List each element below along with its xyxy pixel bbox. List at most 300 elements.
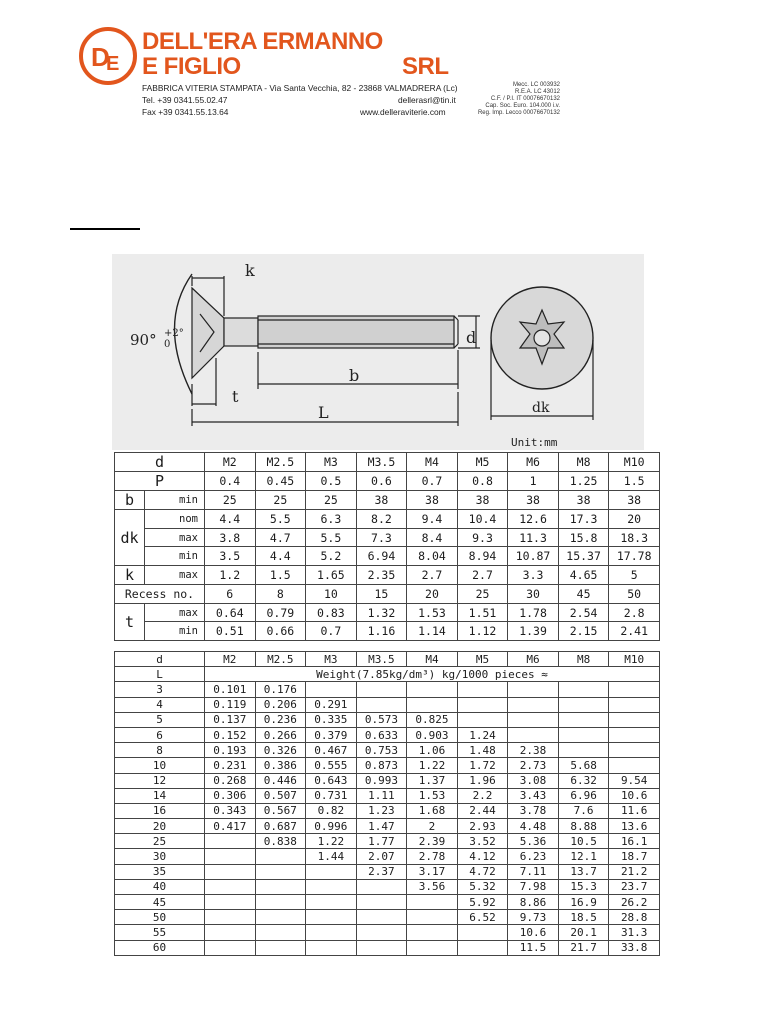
table-cell: 1.2	[205, 566, 256, 585]
screw-technical-drawing	[112, 254, 644, 450]
table-row	[115, 834, 660, 849]
table-cell	[306, 910, 357, 925]
table-cell: 13.7	[558, 864, 609, 879]
table-row	[115, 622, 660, 641]
table-row	[115, 682, 660, 697]
length-label: 14	[115, 788, 205, 803]
table-row	[115, 940, 660, 955]
table-cell: 17.78	[609, 547, 660, 566]
table-cell	[508, 727, 559, 742]
row-sublabel: max	[145, 566, 205, 585]
table-cell: 6.3	[306, 510, 357, 529]
table-header-row	[115, 652, 660, 667]
table-cell: 38	[457, 491, 508, 510]
table-cell: 8.2	[356, 510, 407, 529]
table-cell: 1.53	[407, 603, 458, 622]
size-header: M3	[306, 453, 357, 472]
table-cell: 2.7	[457, 566, 508, 585]
table-cell: 23.7	[609, 879, 660, 894]
table-cell: 1.68	[407, 803, 458, 818]
table-cell: 1.5	[609, 472, 660, 491]
table-cell: 5.5	[306, 528, 357, 547]
table-cell: 20	[609, 510, 660, 529]
table-cell: 2.93	[457, 819, 508, 834]
table-cell: 20.1	[558, 925, 609, 940]
table-cell: 8.86	[508, 895, 559, 910]
table-cell: 3.78	[508, 803, 559, 818]
table-cell	[609, 697, 660, 712]
table-cell: 5.68	[558, 758, 609, 773]
table-cell	[306, 940, 357, 955]
header-L: L	[115, 667, 205, 682]
table-cell	[356, 910, 407, 925]
company-suffix: SRL	[402, 53, 449, 80]
table-cell: 0.731	[306, 788, 357, 803]
table-cell: 2	[407, 819, 458, 834]
table-cell	[205, 925, 256, 940]
table-cell: 21.7	[558, 940, 609, 955]
table-cell	[407, 697, 458, 712]
row-sublabel: max	[145, 528, 205, 547]
table-cell: 0.119	[205, 697, 256, 712]
table-cell	[457, 697, 508, 712]
table-cell: 0.137	[205, 712, 256, 727]
table-row	[115, 697, 660, 712]
table-cell	[407, 682, 458, 697]
label-d: d	[466, 328, 477, 347]
table-cell: 12.6	[508, 510, 559, 529]
label-k: k	[245, 261, 255, 280]
length-label: 10	[115, 758, 205, 773]
table-cell: 0.417	[205, 819, 256, 834]
table-cell: 0.64	[205, 603, 256, 622]
table-cell	[205, 940, 256, 955]
company-tel: Tel. +39 0341.55.02.47	[142, 95, 228, 105]
table-cell	[306, 682, 357, 697]
table-cell	[205, 910, 256, 925]
table-cell	[609, 758, 660, 773]
table-cell: 0.82	[306, 803, 357, 818]
table-cell: 15.37	[558, 547, 609, 566]
length-label: 20	[115, 819, 205, 834]
table-cell: 1.44	[306, 849, 357, 864]
table-cell: 1.22	[306, 834, 357, 849]
table-row	[115, 472, 660, 491]
table-row	[115, 510, 660, 529]
table-cell: 0.66	[255, 622, 306, 641]
table-cell	[306, 879, 357, 894]
length-label: 30	[115, 849, 205, 864]
table-row	[115, 491, 660, 510]
table-cell: 1.96	[457, 773, 508, 788]
table-cell: 0.343	[205, 803, 256, 818]
table-cell: 0.8	[457, 472, 508, 491]
table-cell: 1.25	[558, 472, 609, 491]
table-cell: 8.94	[457, 547, 508, 566]
table-cell	[609, 712, 660, 727]
table-cell: 4.7	[255, 528, 306, 547]
label-L: L	[318, 403, 329, 422]
table-cell: 25	[255, 491, 306, 510]
table-cell: 26.2	[609, 895, 660, 910]
table-cell: 3.8	[205, 528, 256, 547]
table-cell: 1.22	[407, 758, 458, 773]
table-cell	[356, 697, 407, 712]
table-cell: 2.07	[356, 849, 407, 864]
table-row	[115, 727, 660, 742]
table-cell: 3.3	[508, 566, 559, 585]
table-cell: 0.101	[205, 682, 256, 697]
table-cell: 2.54	[558, 603, 609, 622]
size-header: M8	[558, 652, 609, 667]
table-cell: 15.8	[558, 528, 609, 547]
registry-line: Cap. Soc. Euro. 104.000 i.v.	[485, 103, 560, 109]
table-cell: 0.873	[356, 758, 407, 773]
table-cell: 11.5	[508, 940, 559, 955]
row-sublabel: min	[145, 547, 205, 566]
table-cell: 15	[356, 585, 407, 604]
registry-line: R.E.A. LC 43012	[514, 89, 560, 95]
table-cell: 2.78	[407, 849, 458, 864]
table-cell: 8	[255, 585, 306, 604]
table-row	[115, 743, 660, 758]
table-cell: 1.24	[457, 727, 508, 742]
table-cell: 17.3	[558, 510, 609, 529]
table-cell: 0.567	[255, 803, 306, 818]
table-cell: 0.335	[306, 712, 357, 727]
table-cell: 4.48	[508, 819, 559, 834]
table-cell: 6.52	[457, 910, 508, 925]
table-cell: 0.687	[255, 819, 306, 834]
table-cell: 20	[407, 585, 458, 604]
table-cell: 0.838	[255, 834, 306, 849]
svg-text:E: E	[106, 53, 120, 75]
size-header: M6	[508, 652, 559, 667]
header-d: d	[115, 453, 205, 472]
table-cell	[609, 727, 660, 742]
label-t: t	[232, 387, 239, 406]
table-row	[115, 712, 660, 727]
length-label: 40	[115, 879, 205, 894]
table-cell: 0.7	[407, 472, 458, 491]
table-cell	[457, 682, 508, 697]
table-cell: 1.65	[306, 566, 357, 585]
table-cell: 10	[306, 585, 357, 604]
table-cell: 0.326	[255, 743, 306, 758]
table-cell: 13.6	[609, 819, 660, 834]
size-header: M2.5	[255, 652, 306, 667]
table-cell: 2.8	[609, 603, 660, 622]
table-cell: 0.996	[306, 819, 357, 834]
table-cell	[255, 879, 306, 894]
table-cell	[356, 682, 407, 697]
table-cell: 0.386	[255, 758, 306, 773]
registry-line: Reg. Imp. Lecco 00076670132	[477, 110, 560, 116]
table-cell: 2.15	[558, 622, 609, 641]
company-address: FABBRICA VITERIA STAMPATA - Via Santa Vecchia, 82 - 23868 VALMADRERA (Lc)	[142, 83, 458, 93]
angle-label: 90°	[130, 331, 157, 349]
table-cell: 0.231	[205, 758, 256, 773]
table-cell: 1.23	[356, 803, 407, 818]
table-cell: 1.78	[508, 603, 559, 622]
table-cell: 1.48	[457, 743, 508, 758]
table-cell: 7.11	[508, 864, 559, 879]
table-cell	[205, 895, 256, 910]
table-cell	[255, 895, 306, 910]
table-cell: 10.5	[558, 834, 609, 849]
table-cell	[255, 940, 306, 955]
table-cell: 1.06	[407, 743, 458, 758]
size-header: M10	[609, 652, 660, 667]
length-label: 35	[115, 864, 205, 879]
table-row	[115, 547, 660, 566]
row-label: Recess no.	[115, 585, 205, 604]
table-cell	[457, 925, 508, 940]
table-cell: 4.65	[558, 566, 609, 585]
table-cell: 30	[508, 585, 559, 604]
table-cell: 50	[609, 585, 660, 604]
svg-text:D: D	[91, 42, 110, 72]
registry-line: Mecc. LC 003932	[512, 82, 560, 88]
table-cell: 0.7	[306, 622, 357, 641]
company-logo-icon	[78, 26, 138, 86]
table-row	[115, 910, 660, 925]
size-header: M4	[407, 652, 458, 667]
table-cell: 4.4	[205, 510, 256, 529]
table-cell	[558, 697, 609, 712]
table-cell: 6.94	[356, 547, 407, 566]
table-cell: 1.72	[457, 758, 508, 773]
table-cell: 5	[609, 566, 660, 585]
table-cell	[508, 712, 559, 727]
table-cell: 2.39	[407, 834, 458, 849]
table-row	[115, 925, 660, 940]
table-cell	[205, 834, 256, 849]
row-label: t	[115, 603, 145, 640]
table-cell: 0.993	[356, 773, 407, 788]
table-caption-row	[115, 667, 660, 682]
row-sublabel: min	[145, 622, 205, 641]
company-fax: Fax +39 0341.55.13.64	[142, 107, 229, 117]
table-cell	[306, 864, 357, 879]
table-cell: 3.56	[407, 879, 458, 894]
table-cell	[609, 743, 660, 758]
size-header: M2	[205, 652, 256, 667]
table-row	[115, 864, 660, 879]
table-cell: 0.45	[255, 472, 306, 491]
table-cell: 1.47	[356, 819, 407, 834]
table-cell: 38	[407, 491, 458, 510]
table-row	[115, 528, 660, 547]
row-sublabel: max	[145, 603, 205, 622]
table-cell	[306, 895, 357, 910]
length-label: 12	[115, 773, 205, 788]
table-cell: 1.12	[457, 622, 508, 641]
table-cell: 1	[508, 472, 559, 491]
letterhead	[78, 22, 568, 122]
table-cell: 0.753	[356, 743, 407, 758]
table-cell: 0.633	[356, 727, 407, 742]
table-cell	[205, 849, 256, 864]
table-cell: 15.3	[558, 879, 609, 894]
table-cell: 18.5	[558, 910, 609, 925]
table-cell: 11.6	[609, 803, 660, 818]
row-sublabel: nom	[145, 510, 205, 529]
table-cell: 0.379	[306, 727, 357, 742]
table-cell: 5.32	[457, 879, 508, 894]
table-cell: 1.14	[407, 622, 458, 641]
table-cell: 0.193	[205, 743, 256, 758]
table-row	[115, 819, 660, 834]
table-cell: 38	[609, 491, 660, 510]
row-label: dk	[115, 510, 145, 566]
angle-sub: 0	[164, 339, 171, 350]
size-header: M3.5	[356, 652, 407, 667]
table-cell: 12.1	[558, 849, 609, 864]
table-cell: 31.3	[609, 925, 660, 940]
size-header: M3	[306, 652, 357, 667]
table-cell: 5.36	[508, 834, 559, 849]
table-cell: 9.3	[457, 528, 508, 547]
table-cell: 3.43	[508, 788, 559, 803]
table-row	[115, 585, 660, 604]
table-cell: 1.11	[356, 788, 407, 803]
table-cell	[558, 727, 609, 742]
table-cell: 0.507	[255, 788, 306, 803]
table-cell	[558, 712, 609, 727]
table-header-row	[115, 453, 660, 472]
table-cell: 0.467	[306, 743, 357, 758]
table-cell: 1.51	[457, 603, 508, 622]
label-b: b	[349, 366, 360, 385]
dimensions-table	[114, 452, 660, 641]
table-cell: 33.8	[609, 940, 660, 955]
table-cell: 28.8	[609, 910, 660, 925]
size-header: M5	[457, 652, 508, 667]
table-row	[115, 849, 660, 864]
table-row	[115, 566, 660, 585]
table-cell: 1.39	[508, 622, 559, 641]
table-cell: 3.52	[457, 834, 508, 849]
row-label: k	[115, 566, 145, 585]
table-cell: 7.98	[508, 879, 559, 894]
table-cell	[255, 910, 306, 925]
table-cell: 1.37	[407, 773, 458, 788]
table-cell: 0.176	[255, 682, 306, 697]
table-cell: 0.903	[407, 727, 458, 742]
table-cell: 1.77	[356, 834, 407, 849]
table-cell: 11.3	[508, 528, 559, 547]
table-cell: 4.72	[457, 864, 508, 879]
size-header: M2.5	[255, 453, 306, 472]
table-cell	[457, 712, 508, 727]
header-d: d	[115, 652, 205, 667]
length-label: 16	[115, 803, 205, 818]
company-name-line1: DELL'ERA ERMANNO	[142, 28, 383, 55]
table-cell: 8.88	[558, 819, 609, 834]
weight-caption: Weight(7.85kg/dm³) kg/1000 pieces ≈	[205, 667, 660, 682]
table-row	[115, 603, 660, 622]
table-cell: 25	[205, 491, 256, 510]
table-cell: 0.79	[255, 603, 306, 622]
table-row	[115, 803, 660, 818]
table-cell: 6.96	[558, 788, 609, 803]
table-cell	[407, 925, 458, 940]
table-cell	[356, 925, 407, 940]
table-cell: 38	[356, 491, 407, 510]
table-row	[115, 895, 660, 910]
table-cell: 2.2	[457, 788, 508, 803]
table-cell	[457, 940, 508, 955]
table-cell: 2.41	[609, 622, 660, 641]
table-cell: 3.17	[407, 864, 458, 879]
table-cell: 2.38	[508, 743, 559, 758]
table-cell: 0.266	[255, 727, 306, 742]
length-label: 45	[115, 895, 205, 910]
table-cell	[407, 895, 458, 910]
table-cell: 0.268	[205, 773, 256, 788]
table-cell: 21.2	[609, 864, 660, 879]
row-sublabel: min	[145, 491, 205, 510]
company-email: dellerasrl@tin.it	[398, 95, 456, 105]
table-cell	[558, 743, 609, 758]
table-cell: 1.5	[255, 566, 306, 585]
weight-table	[114, 651, 660, 956]
table-cell: 0.291	[306, 697, 357, 712]
length-label: 6	[115, 727, 205, 742]
table-cell	[255, 864, 306, 879]
table-cell	[356, 879, 407, 894]
table-row	[115, 879, 660, 894]
table-cell: 9.54	[609, 773, 660, 788]
table-cell: 4.4	[255, 547, 306, 566]
table-row	[115, 773, 660, 788]
table-cell	[306, 925, 357, 940]
row-label: P	[115, 472, 205, 491]
size-header: M10	[609, 453, 660, 472]
table-cell: 2.7	[407, 566, 458, 585]
table-cell: 8.4	[407, 528, 458, 547]
table-row	[115, 788, 660, 803]
length-label: 4	[115, 697, 205, 712]
table-cell: 10.4	[457, 510, 508, 529]
table-cell	[508, 697, 559, 712]
table-cell: 0.4	[205, 472, 256, 491]
table-cell: 6.23	[508, 849, 559, 864]
table-cell	[205, 879, 256, 894]
table-row	[115, 758, 660, 773]
table-cell	[609, 682, 660, 697]
section-underline	[70, 228, 140, 230]
size-header: M4	[407, 453, 458, 472]
table-cell: 6	[205, 585, 256, 604]
table-cell: 38	[558, 491, 609, 510]
table-cell: 0.446	[255, 773, 306, 788]
table-cell: 10.6	[508, 925, 559, 940]
size-header: M3.5	[356, 453, 407, 472]
table-cell: 0.825	[407, 712, 458, 727]
size-header: M8	[558, 453, 609, 472]
table-cell: 3.08	[508, 773, 559, 788]
table-cell: 16.1	[609, 834, 660, 849]
company-website: www.delleraviterie.com	[360, 107, 446, 117]
label-dk: dk	[532, 400, 550, 416]
size-header: M6	[508, 453, 559, 472]
table-cell: 1.16	[356, 622, 407, 641]
table-cell: 10.6	[609, 788, 660, 803]
table-cell: 4.12	[457, 849, 508, 864]
table-cell: 8.04	[407, 547, 458, 566]
